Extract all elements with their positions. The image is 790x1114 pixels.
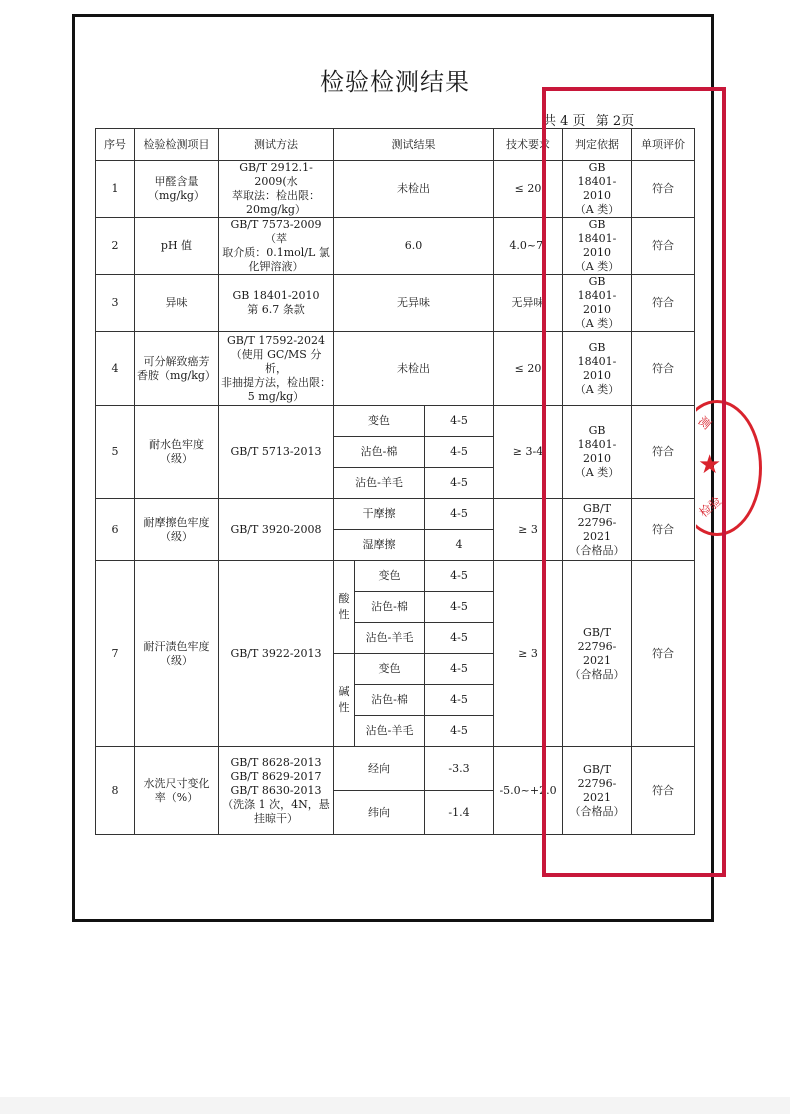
cell-no: 6 xyxy=(96,499,135,561)
cell-basis: GB/T 22796-2021 （合格品） xyxy=(563,561,632,747)
cell-sub-name: 干摩擦 xyxy=(334,499,425,530)
cell-sub-value: 4-5 xyxy=(425,561,494,592)
table-header-row xyxy=(96,129,695,161)
seal-text-bottom: 检验 xyxy=(696,493,725,520)
header-evaluation: 单项评价 xyxy=(632,129,695,161)
table-row xyxy=(96,275,695,332)
cell-result: 未检出 xyxy=(334,332,494,406)
header-result: 测试结果 xyxy=(334,129,494,161)
cell-sub-value: 4-5 xyxy=(425,499,494,530)
cell-method: GB/T 3920-2008 xyxy=(219,499,334,561)
cell-item: 异味 xyxy=(135,275,219,332)
cell-result: 无异味 xyxy=(334,275,494,332)
cell-no: 7 xyxy=(96,561,135,747)
cell-no: 8 xyxy=(96,747,135,835)
cell-sub-name: 沾色-棉 xyxy=(334,437,425,468)
cell-item: pH 值 xyxy=(135,218,219,275)
cell-sub-value: 4-5 xyxy=(425,437,494,468)
cell-sub-value: -1.4 xyxy=(425,791,494,835)
cell-evaluation: 符合 xyxy=(632,218,695,275)
cell-sub-name: 变色 xyxy=(334,406,425,437)
cell-requirement: ≥ 3 xyxy=(494,561,563,747)
cell-sub-value: 4-5 xyxy=(425,685,494,716)
header-requirement: 技术要求 xyxy=(494,129,563,161)
seal-text-top: 测 xyxy=(695,413,714,433)
cell-basis: GB 18401-2010 （A 类） xyxy=(563,275,632,332)
table-row xyxy=(96,499,695,530)
cell-sub-value: 4-5 xyxy=(425,623,494,654)
cell-sub-value: 4-5 xyxy=(425,468,494,499)
cell-method: GB/T 8628-2013 GB/T 8629-2017 GB/T 8630-2013 （洗涤 1 次，4N，悬 挂晾干） xyxy=(219,747,334,835)
cell-basis: GB 18401-2010 （A 类） xyxy=(563,218,632,275)
cell-method: GB 18401-2010 第 6.7 条款 xyxy=(219,275,334,332)
cell-requirement: ≥ 3-4 xyxy=(494,406,563,499)
cell-group-label: 碱性 xyxy=(334,654,355,747)
page-total: 共 4 页 xyxy=(543,114,586,129)
cell-item: 水洗尺寸变化 率（%） xyxy=(135,747,219,835)
cell-sub-value: 4-5 xyxy=(425,592,494,623)
cell-sub-value: 4 xyxy=(425,530,494,561)
table-row xyxy=(96,561,695,592)
cell-sub-value: 4-5 xyxy=(425,406,494,437)
cell-requirement: ≤ 20 xyxy=(494,332,563,406)
cell-evaluation: 符合 xyxy=(632,332,695,406)
cell-sub-name: 沾色-羊毛 xyxy=(355,716,425,747)
cell-group-label: 酸性 xyxy=(334,561,355,654)
cell-no: 4 xyxy=(96,332,135,406)
cell-basis: GB/T 22796-2021 （合格品） xyxy=(563,499,632,561)
cell-sub-value: 4-5 xyxy=(425,654,494,685)
cell-evaluation: 符合 xyxy=(632,406,695,499)
cell-evaluation: 符合 xyxy=(632,161,695,218)
cell-sub-name: 沾色-羊毛 xyxy=(334,468,425,499)
cell-evaluation: 符合 xyxy=(632,499,695,561)
cell-no: 2 xyxy=(96,218,135,275)
cell-sub-value: 4-5 xyxy=(425,716,494,747)
cell-item: 可分解致癌芳 香胺（mg/kg） xyxy=(135,332,219,406)
cell-method: GB/T 3922-2013 xyxy=(219,561,334,747)
cell-requirement: 4.0~7. xyxy=(494,218,563,275)
header-basis: 判定依据 xyxy=(563,129,632,161)
cell-sub-name: 沾色-棉 xyxy=(355,685,425,716)
cell-basis: GB 18401-2010 （A 类） xyxy=(563,406,632,499)
seal-star-icon: ★ xyxy=(698,450,722,480)
cell-sub-name: 纬向 xyxy=(334,791,425,835)
cell-sub-name: 湿摩擦 xyxy=(334,530,425,561)
cell-requirement: ≤ 20 xyxy=(494,161,563,218)
cell-method: GB/T 17592-2024 （使用 GC/MS 分析， 非抽提方法，检出限： 5 mg/kg） xyxy=(219,332,334,406)
cell-method: GB/T 7573-2009（萃 取介质：0.1mol/L 氯 化钾溶液） xyxy=(219,218,334,275)
table-row xyxy=(96,332,695,406)
cell-method: GB/T 5713-2013 xyxy=(219,406,334,499)
header-item: 检验检测项目 xyxy=(135,129,219,161)
cell-sub-name: 沾色-羊毛 xyxy=(355,623,425,654)
cell-result: 6.0 xyxy=(334,218,494,275)
cell-method: GB/T 2912.1-2009(水 萃取法：检出限： 20mg/kg） xyxy=(219,161,334,218)
cell-sub-name: 变色 xyxy=(355,654,425,685)
page-current: 第 2页 xyxy=(595,114,635,129)
cell-sub-name: 变色 xyxy=(355,561,425,592)
cell-evaluation: 符合 xyxy=(632,747,695,835)
table-row xyxy=(96,218,695,275)
cell-result: 未检出 xyxy=(334,161,494,218)
header-no: 序号 xyxy=(96,129,135,161)
cell-sub-name: 沾色-棉 xyxy=(355,592,425,623)
cell-requirement: ≥ 3 xyxy=(494,499,563,561)
cell-no: 3 xyxy=(96,275,135,332)
bottom-band xyxy=(0,1097,790,1114)
table-row xyxy=(96,161,695,218)
cell-item: 耐摩擦色牢度 （级） xyxy=(135,499,219,561)
cell-item: 耐水色牢度 （级） xyxy=(135,406,219,499)
cell-evaluation: 符合 xyxy=(632,275,695,332)
page-info xyxy=(543,110,640,129)
table-row xyxy=(96,406,695,437)
cell-no: 5 xyxy=(96,406,135,499)
cell-sub-name: 经向 xyxy=(334,747,425,791)
results-table xyxy=(95,128,695,835)
cell-requirement: 无异味 xyxy=(494,275,563,332)
cell-basis: GB 18401-2010 （A 类） xyxy=(563,161,632,218)
cell-sub-value: -3.3 xyxy=(425,747,494,791)
cell-no: 1 xyxy=(96,161,135,218)
cell-item: 甲醛含量 （mg/kg） xyxy=(135,161,219,218)
cell-item: 耐汗渍色牢度 （级） xyxy=(135,561,219,747)
document-title: 检验检测结果 xyxy=(320,68,470,96)
cell-basis: GB 18401-2010 （A 类） xyxy=(563,332,632,406)
cell-requirement: -5.0~+2.0 xyxy=(494,747,563,835)
header-method: 测试方法 xyxy=(219,129,334,161)
cell-basis: GB/T 22796-2021 （合格品） xyxy=(563,747,632,835)
cell-evaluation: 符合 xyxy=(632,561,695,747)
table-row xyxy=(96,747,695,791)
